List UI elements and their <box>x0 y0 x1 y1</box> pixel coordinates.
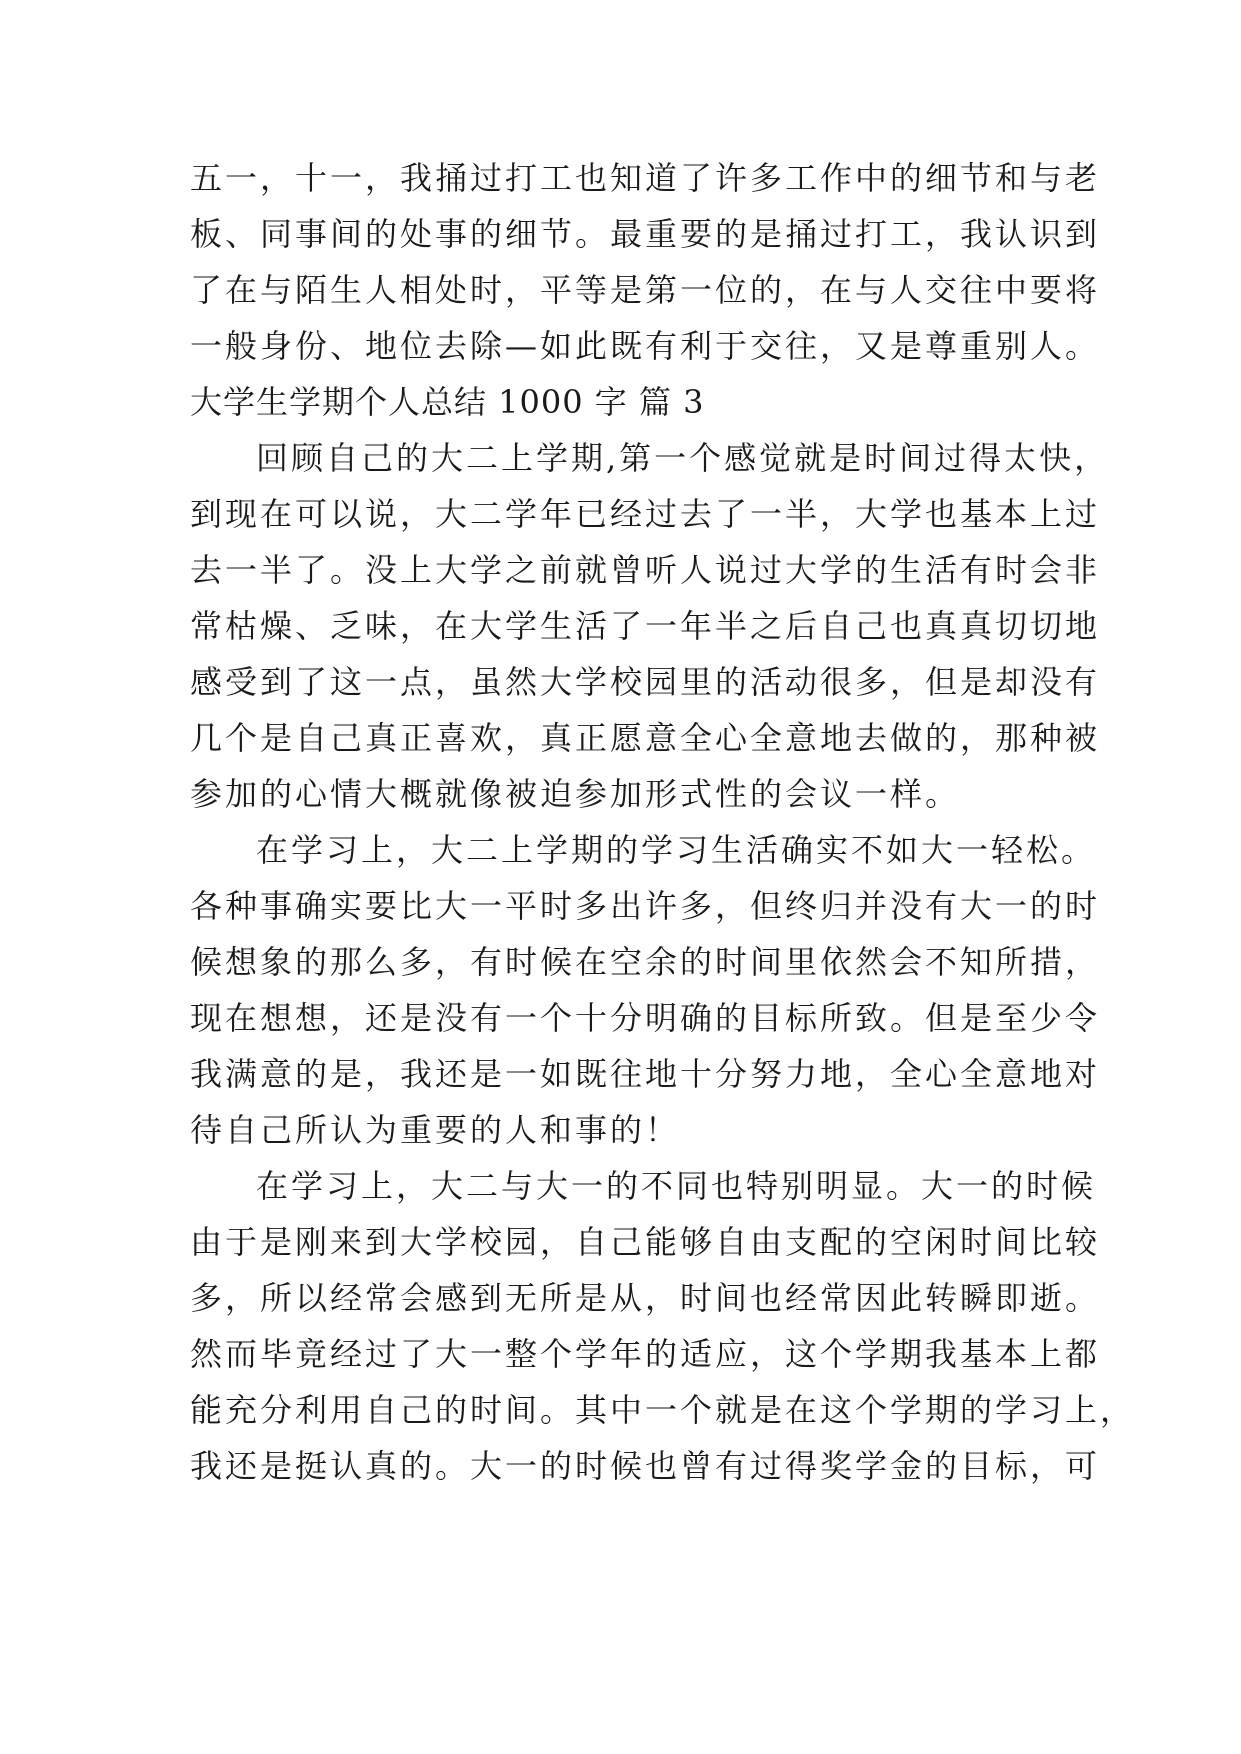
text-line: 参加的心情大概就像被迫参加形式性的会议一样。 <box>190 775 961 813</box>
text-line: 多，所以经常会感到无所是从，时间也经常因此转瞬即逝。 <box>190 1279 1101 1317</box>
text-line: 现在想想，还是没有一个十分明确的目标所致。但是至少令 <box>190 999 1101 1037</box>
text-line: 候想象的那么多，有时候在空余的时间里依然会不知所措， <box>190 943 1101 981</box>
text-line: 常枯燥、乏味，在大学生活了一年半之后自己也真真切切地 <box>190 607 1101 645</box>
text-line: 我满意的是，我还是一如既往地十分努力地，全心全意地对 <box>190 1055 1101 1093</box>
text-line: 在学习上，大二上学期的学习生活确实不如大一轻松。 <box>256 831 1097 869</box>
text-line: 回顾自己的大二上学期,第一个感觉就是时间过得太快， <box>256 439 1110 477</box>
paragraph-3 <box>190 1158 1136 1494</box>
text-line: 由于是刚来到大学校园，自己能够自由支配的空闲时间比较 <box>190 1223 1101 1261</box>
text-line: 感受到了这一点，虽然大学校园里的活动很多，但是却没有 <box>190 663 1101 701</box>
text-line: 各种事确实要比大一平时多出许多，但终归并没有大一的时 <box>190 887 1101 925</box>
text-line: 一般身份、地位去除—如此既有利于交往，又是尊重别人。 <box>190 327 1101 365</box>
text-line: 到现在可以说，大二学年已经过去了一半，大学也基本上过 <box>190 495 1101 533</box>
section-heading: 大学生学期个人总结 1000 字 篇 3 <box>190 383 705 421</box>
text-line: 了在与陌生人相处时，平等是第一位的，在与人交往中要将 <box>190 271 1101 309</box>
text-line: 能充分利用自己的时间。其中一个就是在这个学期的学习上， <box>190 1391 1136 1429</box>
document-page <box>190 150 1136 1494</box>
text-line: 五一，十一，我捅过打工也知道了许多工作中的细节和与老 <box>190 159 1101 197</box>
text-line: 待自己所认为重要的人和事的！ <box>190 1111 681 1149</box>
text-line: 然而毕竟经过了大一整个学年的适应，这个学期我基本上都 <box>190 1335 1101 1373</box>
text-line: 几个是自己真正喜欢，真正愿意全心全意地去做的，那种被 <box>190 719 1101 757</box>
continuation-paragraph <box>190 150 1101 374</box>
text-line: 我还是挺认真的。大一的时候也曾有过得奖学金的目标，可 <box>190 1447 1101 1485</box>
paragraph-1 <box>190 430 1110 822</box>
text-line: 去一半了。没上大学之前就曾听人说过大学的生活有时会非 <box>190 551 1101 589</box>
text-line: 板、同事间的处事的细节。最重要的是捅过打工，我认识到 <box>190 215 1101 253</box>
text-line: 在学习上，大二与大一的不同也特别明显。大一的时候 <box>256 1167 1097 1205</box>
paragraph-2 <box>190 822 1101 1158</box>
